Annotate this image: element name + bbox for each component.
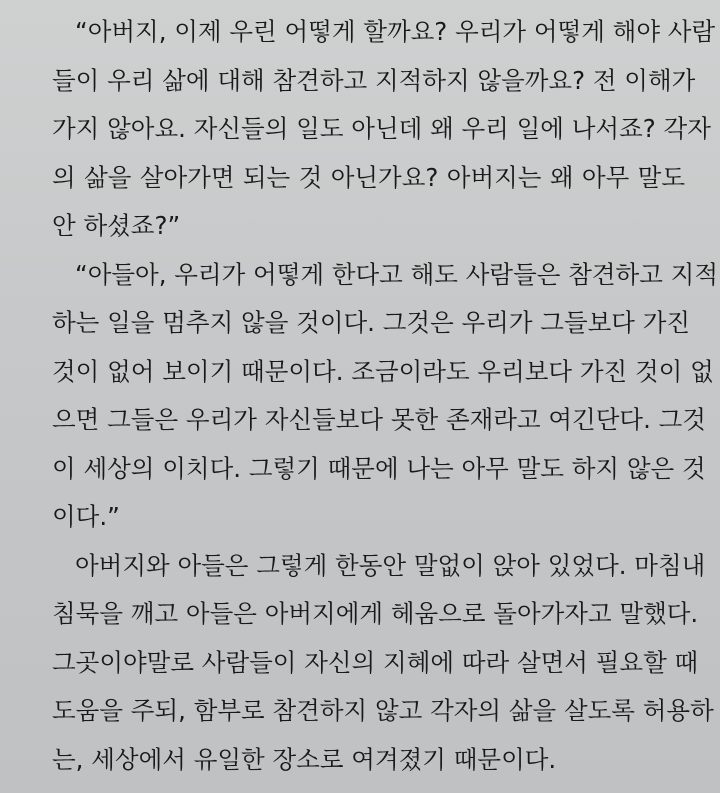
text-line: 아버지와 아들은 그렇게 한동안 말없이 앉아 있었다. 마침내 bbox=[75, 550, 706, 580]
text-line: 도움을 주되, 함부로 참견하지 않고 각자의 삶을 살도록 허용하 bbox=[52, 696, 714, 725]
text-line: 의 삶을 살아가면 되는 것 아닌가요? 아버지는 왜 아무 말도 bbox=[52, 162, 685, 192]
text-line: 는, 세상에서 유일한 장소로 여겨졌기 때문이다. bbox=[52, 744, 557, 774]
text-line: 안 하셨죠?” bbox=[52, 211, 181, 240]
paragraph-narration bbox=[0, 542, 720, 785]
text-line: 그곳이야말로 사람들이 자신의 지혜에 따라 살면서 필요할 때 bbox=[52, 647, 699, 677]
text-line: 침묵을 깨고 아들은 아버지에게 헤움으로 돌아가자고 말했다. bbox=[52, 599, 699, 628]
text-line: 으면 그들은 우리가 자신들보다 못한 존재라고 여긴단다. 그것 bbox=[52, 405, 706, 434]
text-line: “아버지, 이제 우린 어떻게 할까요? 우리가 어떻게 해야 사람 bbox=[75, 17, 716, 46]
paragraph-son-question bbox=[0, 8, 720, 251]
text-line: “아들아, 우리가 어떻게 한다고 해도 사람들은 참견하고 지적 bbox=[75, 259, 719, 289]
text-line: 이다.” bbox=[52, 502, 120, 531]
text-line: 이 세상의 이치다. 그렇기 때문에 나는 아무 말도 하지 않은 것 bbox=[52, 453, 706, 483]
text-line: 것이 없어 보이기 때문이다. 조금이라도 우리보다 가진 것이 없 bbox=[52, 356, 714, 386]
text-line: 하는 일을 멈추지 않을 것이다. 그것은 우리가 그들보다 가진 bbox=[52, 308, 691, 337]
text-line: 들이 우리 삶에 대해 참견하고 지적하지 않을까요? 전 이해가 bbox=[52, 65, 696, 95]
paragraph-father-answer bbox=[0, 251, 720, 542]
text-line: 가지 않아요. 자신들의 일도 아닌데 왜 우리 일에 나서죠? 각자 bbox=[52, 114, 711, 143]
